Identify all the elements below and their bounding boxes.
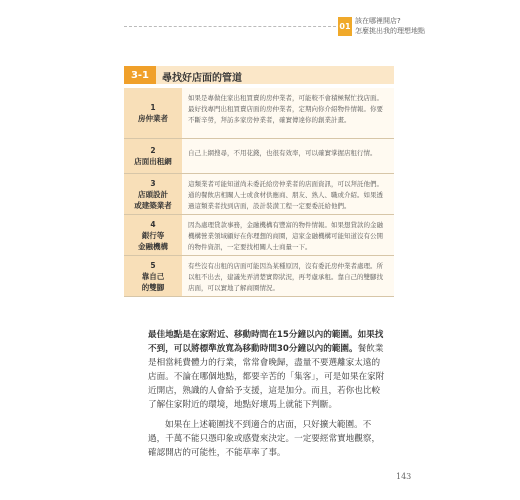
paragraph-1-emphasis: 最佳地點是在家附近、移動時間在15分鐘以內的範圍。如果找不到，可以將標準放寬為移動時間30分鐘以內的範圍。 xyxy=(148,330,384,354)
row-label-text: 店面出租網 xyxy=(134,157,172,166)
paragraph-1-rest: 餐飲業是相當耗費體力的行業，常常會晚歸，盡量不要選離家太遠的店面。不論在哪個地點，都要辛苦的「集客」，可是如果在家附近開店，熟識的人會給予支援，這是加分。而且，若你也比較了解住家附近的環境，地點好壞馬上就能下判斷。 xyxy=(148,344,385,410)
table-row xyxy=(124,174,394,215)
table-row xyxy=(124,256,394,297)
table-row xyxy=(124,139,394,174)
row-number: 1 xyxy=(150,103,156,112)
table-row xyxy=(124,215,394,256)
row-label-text: 銀行等 xyxy=(141,230,165,240)
section-number-badge: 3-1 xyxy=(124,66,156,84)
section-title: 尋找好店面的管道 xyxy=(162,73,242,84)
row-description: 這類業者可能知道尚未委託給房仲業者的店面資訊，可以拜託他們。通的餐飲店相關人士或食材供應商、朋友、熟人、職或介紹。如果透過這類業者找到店面，設計裝潢工程一定要委託給他們。 xyxy=(182,174,394,214)
header-rule xyxy=(124,26,336,27)
row-label-text-2: 金融機構 xyxy=(138,241,168,251)
row-label xyxy=(124,215,182,255)
row-number: 5 xyxy=(150,260,156,270)
row-label xyxy=(124,256,182,296)
body-text xyxy=(148,328,386,460)
running-header-line1: 該在哪裡開店? xyxy=(355,17,401,25)
row-label-text-2: 或建築業者 xyxy=(134,200,172,210)
row-label-text-2: 的雙腳 xyxy=(141,282,165,292)
running-header xyxy=(355,16,425,36)
row-description: 因為處理貸款事務，金融機構有豐富的物件情報。如果想貸款的金融機構營業領域顧好在你理想的商圈，這家金融機構可能知道沒有公開的物件資訊，一定要找相關人士商量一下。 xyxy=(182,215,394,255)
page-number: 143 xyxy=(396,472,412,481)
row-number: 2 xyxy=(150,146,156,155)
row-description: 自己上網搜尋，不用花錢，也很有效率，可以確實掌握店租行情。 xyxy=(182,139,394,173)
row-description: 如果是專做住家出租買賣的房仲業者，可能較不會積極幫忙找店面。最好找專門出租買賣店面的房仲業者，定期向你介紹物件情報。你要不斷辛勞，拜訪多家房仲業者，確實傳達你的創業計畫。 xyxy=(182,88,394,138)
row-number: 3 xyxy=(150,178,156,188)
row-label xyxy=(124,139,182,173)
running-header-line2: 怎麼挑出我的理想地點 xyxy=(355,27,425,35)
section-heading xyxy=(124,66,394,84)
row-label xyxy=(124,88,182,138)
chapter-badge: 01 xyxy=(338,17,352,36)
table-row xyxy=(124,88,394,139)
row-label-text: 店頭設計 xyxy=(138,189,168,199)
paragraph-2 xyxy=(148,418,386,460)
row-label xyxy=(124,174,182,214)
row-label-text: 靠自己 xyxy=(141,271,165,281)
channels-table xyxy=(124,88,394,297)
paragraph-2-text: 如果在上述範圍找不到適合的店面，只好擴大範圍。不過，千萬不能只憑印象或感覺來決定。一定要經常實地觀察，確認開店的可能性，不能草率了事。 xyxy=(148,420,381,458)
paragraph-1 xyxy=(148,328,386,412)
row-number: 4 xyxy=(150,219,156,229)
row-description: 有些沒有出租的店面可能因為某種原因，沒有委託房仲業者處理。所以租不出去，建議先弄清楚實際狀況，再考慮承租。靠自己的雙腳找店面，可以實地了解商圈情況。 xyxy=(182,256,394,296)
row-label-text: 房仲業者 xyxy=(138,114,168,123)
